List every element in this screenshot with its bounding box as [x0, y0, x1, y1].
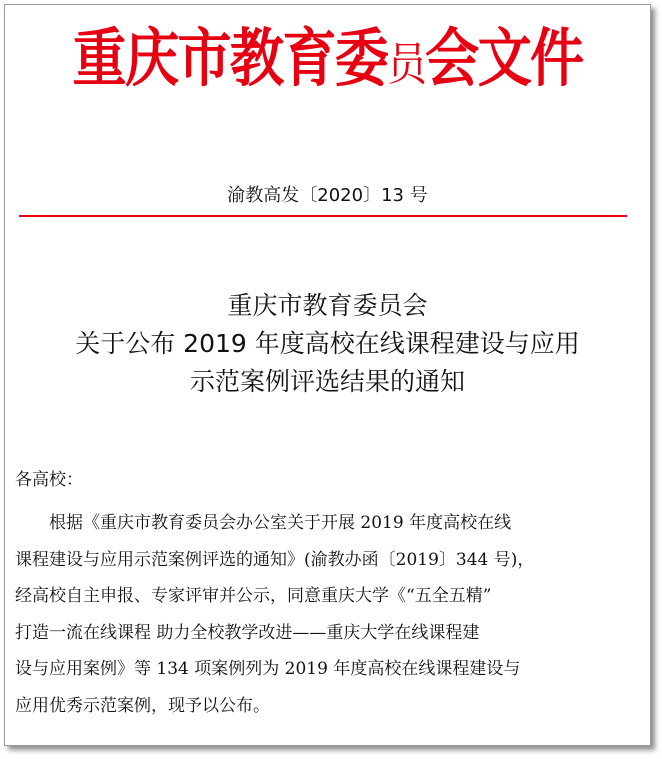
document-page [4, 4, 651, 746]
body-line-6: 应用优秀示范案例，现予以公布。 [15, 695, 270, 716]
body-line-3: 经高校自主申报、专家评审并公示，同意重庆大学《“五全五精” [15, 586, 492, 606]
body-line-4: 打造一流在线课程 助力全校教学改进——重庆大学在线课程建 [15, 622, 480, 643]
title-line-2: 关于公布 2019 年度高校在线课程建设与应用 [75, 329, 580, 358]
title-line-1: 重庆市教育委员会 [227, 291, 428, 320]
masthead-text-1: 重庆市教育委 [72, 22, 388, 95]
red-divider-line [19, 215, 627, 217]
body-line-5: 设与应用案例》等 134 项案例列为 2019 年度高校在线课程建设与 [15, 659, 521, 679]
salutation: 各高校： [15, 470, 83, 490]
masthead-text-3: 会文件 [425, 22, 583, 95]
red-masthead [50, 19, 605, 104]
notice-title [5, 287, 650, 401]
body-line-1: 根据《重庆市教育委员会办公室关于开展 2019 年度高校在线 [49, 513, 512, 533]
masthead-text-2: 员 [387, 37, 426, 91]
body-line-2: 课程建设与应用示范案例评选的通知》(渝教办函〔2019〕344 号)， [15, 549, 535, 570]
document-number: 渝教高发〔2020〕13 号 [227, 185, 428, 206]
title-line-3: 示范案例评选结果的通知 [189, 367, 465, 396]
body-paragraph [15, 505, 643, 724]
